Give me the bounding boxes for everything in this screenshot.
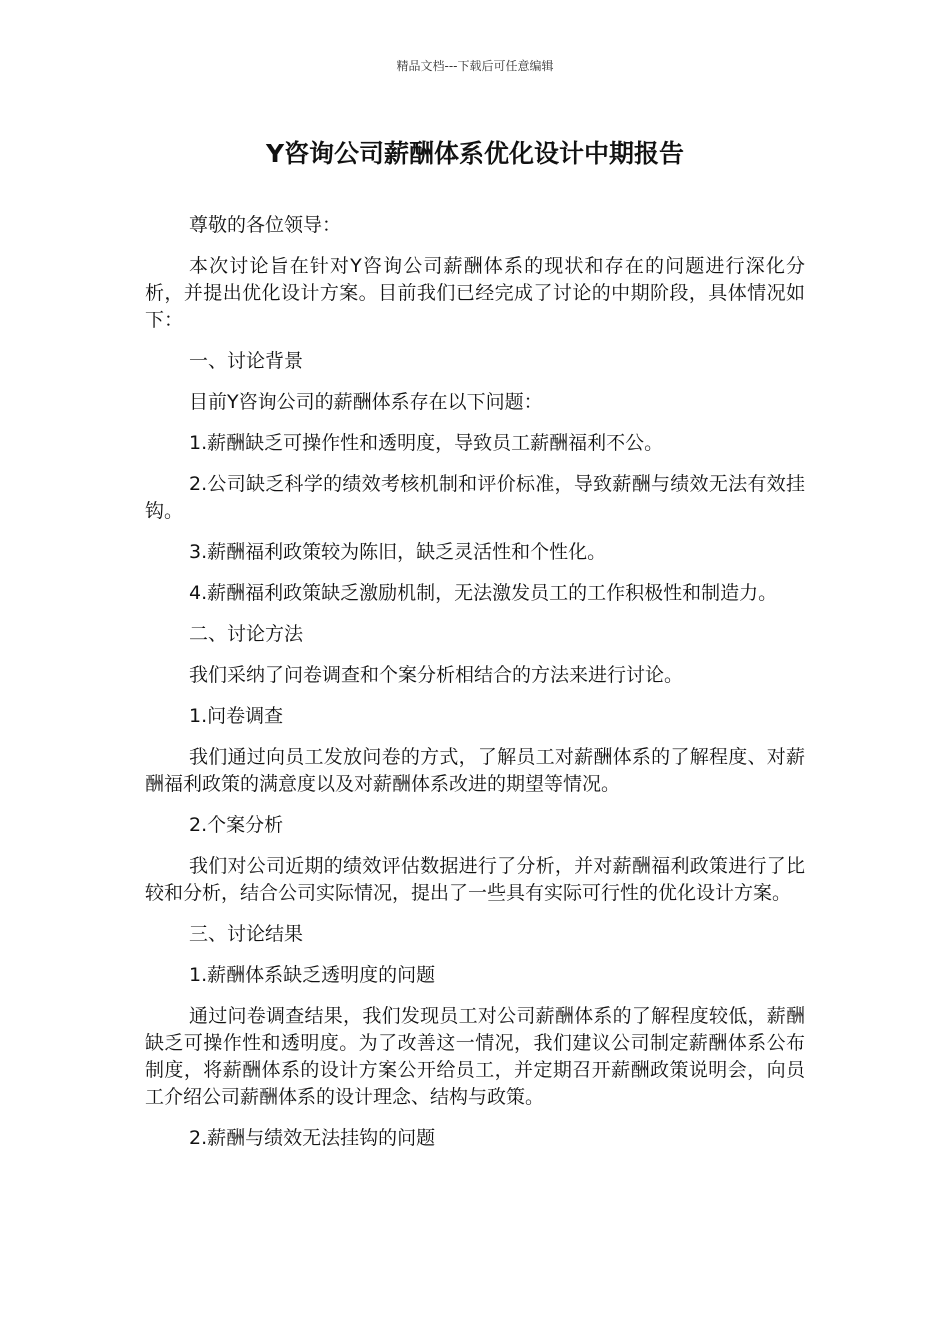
section-heading: 一、讨论背景 — [189, 350, 304, 372]
subsection-heading: 1.问卷调查 — [189, 705, 284, 727]
paragraph: 我们采纳了问卷调查和个案分析相结合的方法来进行讨论。 — [189, 664, 684, 686]
subsection-heading: 2.个案分析 — [189, 814, 284, 836]
document-body — [145, 212, 805, 1166]
paragraph: 尊敬的各位领导： — [189, 214, 342, 236]
header-note: 精品文档---下载后可任意编辑 — [396, 59, 554, 73]
list-item: 2.公司缺乏科学的绩效考核机制和评价标准，导致薪酬与绩效无法有效挂钩。 — [145, 473, 805, 522]
paragraph: 通过问卷调查结果，我们发现员工对公司薪酬体系的了解程度较低，薪酬缺乏可操作性和透明度。为了改善这一情况，我们建议公司制定薪酬体系公布制度，将薪酬体系的设计方案公开给员工，并定期召开薪酬政策说明会，向员工介绍公司薪酬体系的设计理念、结构与政策。 — [145, 1005, 805, 1108]
paragraph: 我们通过向员工发放问卷的方式，了解员工对薪酬体系的了解程度、对薪酬福利政策的满意度以及对薪酬体系改进的期望等情况。 — [145, 746, 805, 795]
paragraph: 我们对公司近期的绩效评估数据进行了分析，并对薪酬福利政策进行了比较和分析，结合公司实际情况，提出了一些具有实际可行性的优化设计方案。 — [145, 855, 805, 904]
paragraph: 本次讨论旨在针对Y咨询公司薪酬体系的现状和存在的问题进行深化分析，并提出优化设计方案。目前我们已经完成了讨论的中期阶段，具体情况如下： — [145, 255, 805, 331]
list-item: 1.薪酬缺乏可操作性和透明度，导致员工薪酬福利不公。 — [189, 432, 664, 454]
subsection-heading: 2.薪酬与绩效无法挂钩的问题 — [189, 1127, 436, 1149]
subsection-heading: 1.薪酬体系缺乏透明度的问题 — [189, 964, 436, 986]
list-item: 4.薪酬福利政策缺乏激励机制，无法激发员工的工作积极性和制造力。 — [189, 582, 778, 604]
list-item: 3.薪酬福利政策较为陈旧，缺乏灵活性和个性化。 — [189, 541, 607, 563]
document-title: Y咨询公司薪酬体系优化设计中期报告 — [265, 139, 685, 168]
paragraph: 目前Y咨询公司的薪酬体系存在以下问题： — [189, 391, 543, 413]
section-heading: 三、讨论结果 — [189, 923, 304, 945]
section-heading: 二、讨论方法 — [189, 623, 304, 645]
